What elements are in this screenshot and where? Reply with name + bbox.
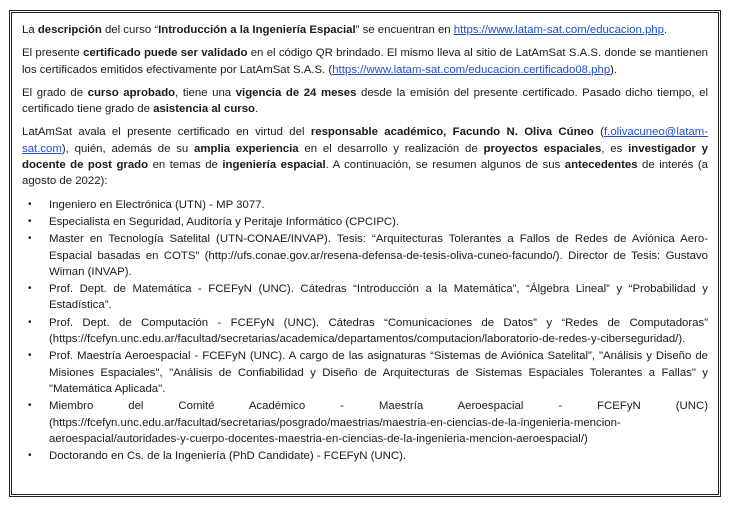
text: , es (601, 142, 629, 155)
certificate-text (22, 22, 708, 465)
bullet-icon: • (28, 215, 32, 227)
bold-text: certificado puede ser validado (83, 47, 248, 60)
list-item (22, 448, 708, 464)
list-item-text: Doctorando en Cs. de la Ingeniería (PhD Candidate) - FCEFyN (UNC). (49, 450, 407, 463)
responsible-name: responsable académico, Facundo N. Oliva Cúneo (310, 126, 594, 139)
list-item (22, 197, 708, 213)
list-item-text: Master en Tecnología Satelital (UTN-CONAE/INVAP). Tesis: “Arquitecturas Tolerantes a Fallos de Redes de Aviónica Aero-Espacial basadas en COTS” (http://ufs.conae.gov.ar/resena-defensa-de-tesis-oliva-cuneo-facundo/). Director de Tesis: Gustavo Wiman (INVAP). (49, 233, 708, 278)
list-item-text: Especialista en Seguridad, Auditoría y Peritaje Informático (CPCIPC). (49, 215, 400, 228)
text: . (663, 24, 668, 36)
text: ( (593, 126, 604, 139)
list-item-text: Miembro del Comité Académico - Maestría Aeroespacial - FCEFyN (UNC) (https://fcefyn.unc.edu.ar/facultad/secretarias/posgrado/maestrias/maestria-en-ciencias-de-la-ingenieria-mencion-aeroespacial/autoridades-y-cuerpo-docentes-maestria-en-ciencias-de-la-ingenieria-mencion-aeroespacial/) (49, 400, 708, 445)
bold-text: asistencia al curso (153, 103, 256, 116)
bold-text: descripción (37, 24, 102, 36)
text: del curso “ (101, 24, 159, 36)
text: ), quién, además de su (61, 142, 195, 155)
course-name: Introducción a la Ingeniería Espacial (158, 24, 356, 36)
course-link[interactable]: https://www.latam-sat.com/educacion.php (453, 24, 664, 36)
text: , tiene una (175, 86, 236, 99)
list-item (22, 214, 708, 230)
list-item-text: Prof. Dept. de Computación - FCEFyN (UNC). Cátedras “Comunicaciones de Datos” y “Redes de Computadoras” (https://fcefyn.unc.edu.ar/facultad/secretarias/academica/departamentos/computacion/laboratorio-de-redes-y-ciberseguridad/). (49, 316, 708, 346)
text: desde la emisión del presente certificado. Pasado dicho tiempo, el certificado tiene grado de (22, 86, 708, 116)
list-item (22, 315, 708, 348)
text: El grado de (22, 86, 88, 99)
bold-text: amplia experiencia (194, 142, 299, 155)
bullet-icon: • (28, 350, 32, 362)
certificate-link[interactable]: https://www.latam-sat.com/educacion.certificado08.php (332, 63, 611, 76)
text: . A continuación, se resumen algunos de sus (325, 159, 565, 172)
list-item-text: Ingeniero en Electrónica (UTN) - MP 3077. (49, 198, 265, 211)
list-item-text: Prof. Dept. de Matemática - FCEFyN (UNC). Cátedras “Introducción a la Matemática”, “Álgebra Lineal” y “Probabilidad y Estadística”. (49, 283, 708, 312)
antecedents-list (22, 197, 708, 465)
list-item (22, 281, 708, 314)
text: El presente (22, 47, 84, 60)
text: de interés (a agosto de 2022): (22, 159, 708, 188)
text: . (255, 103, 259, 116)
bullet-icon: • (28, 400, 32, 412)
text: en el desarrollo y realización de (298, 142, 484, 155)
list-item (22, 398, 708, 447)
bold-text: antecedentes (564, 159, 638, 172)
list-item (22, 231, 708, 280)
bullet-icon: • (28, 316, 32, 328)
bold-text: investigador y docente de post grado (22, 142, 708, 172)
text: ). (610, 63, 618, 76)
bullet-icon: • (28, 283, 32, 295)
paragraph-validation (22, 45, 708, 78)
bullet-icon: • (28, 198, 32, 210)
text: ” se encuentran en (355, 24, 454, 36)
paragraph-validity (22, 85, 708, 118)
text: en el código QR brindado. El mismo lleva al sitio de LatAmSat S.A.S. donde se mantienen los certificados emitidos efectivamente por LatAmSat S.A.S. ( (22, 47, 708, 76)
bullet-icon: • (28, 233, 32, 245)
text: en temas de (148, 159, 223, 172)
bold-text: vigencia de 24 meses (235, 86, 357, 99)
list-item (22, 348, 708, 397)
paragraph-description (22, 22, 708, 38)
email-link[interactable]: f.olivacuneo@latam-sat.com (22, 126, 708, 155)
text: La (22, 24, 38, 36)
paragraph-endorsement (22, 124, 708, 189)
bold-text: proyectos espaciales (483, 142, 602, 155)
list-item-text: Prof. Maestría Aeroespacial - FCEFyN (UNC). A cargo de las asignaturas “Sistemas de Aviónica Satelital”, "Análisis y Diseño de Misiones Espaciales", "Análisis de Confiabilidad y Diseño de Arquitecturas de Sistemas Espaciales Tolerantes a Fallas" y "Matemática Aplicada". (49, 350, 708, 395)
bullet-icon: • (28, 450, 32, 462)
bold-text: curso aprobado (87, 86, 176, 99)
bold-text: ingeniería espacial (222, 159, 326, 172)
text: LatAmSat avala el presente certificado en virtud del (22, 126, 311, 139)
